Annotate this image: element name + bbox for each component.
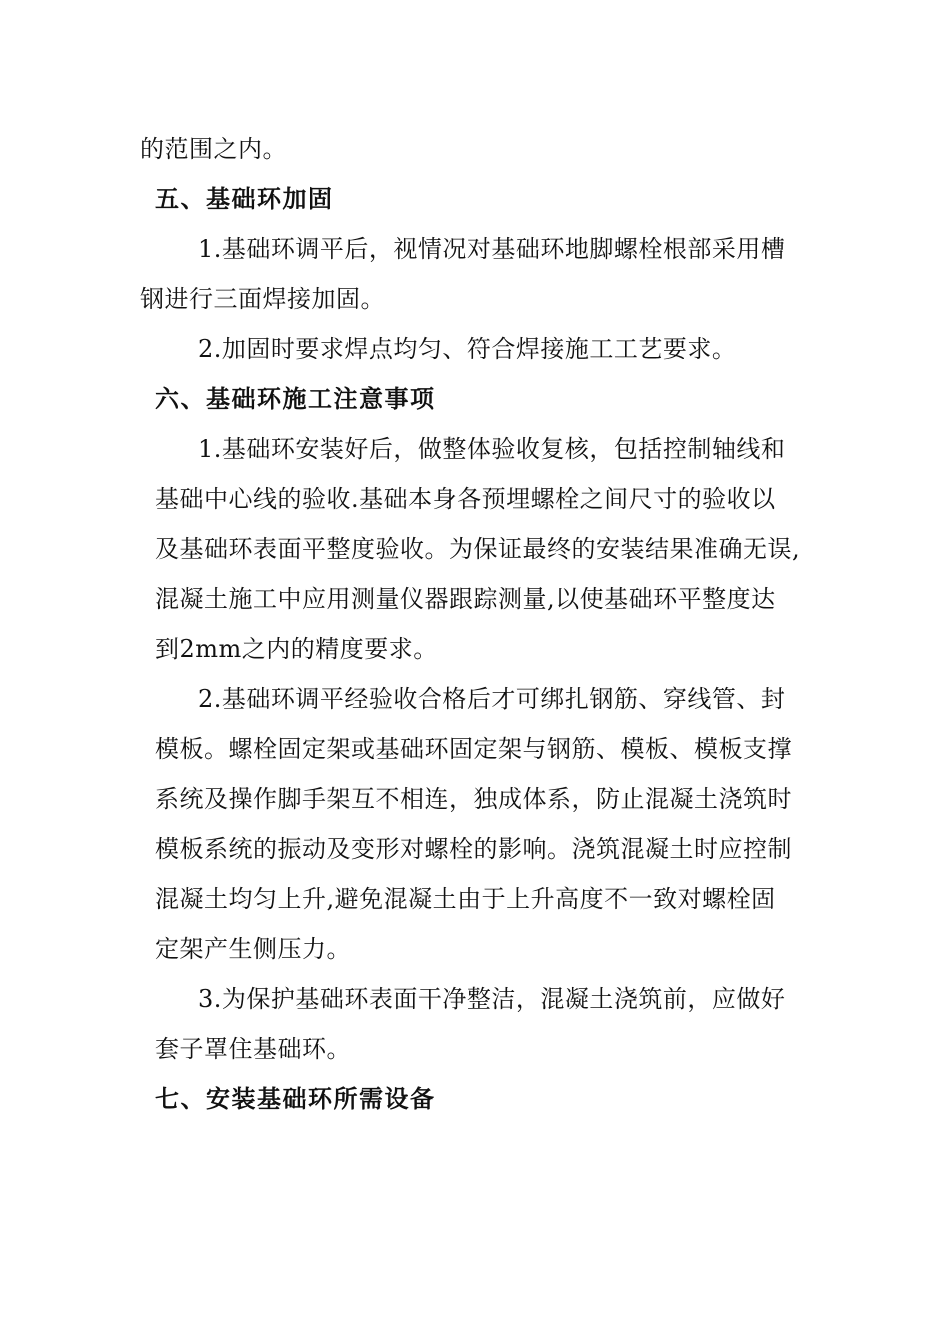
text-line: 系统及操作脚手架互不相连，独成体系，防止混凝土浇筑时 — [155, 785, 792, 813]
text-line: 模板。螺栓固定架或基础环固定架与钢筋、模板、模板支撑 — [155, 735, 792, 763]
section-heading-7: 七、安装基础环所需设备 — [155, 1084, 436, 1113]
text-line: 混凝土施工中应用测量仪器跟踪测量,以使基础环平整度达 — [155, 585, 776, 613]
text-line: 钢进行三面焊接加固。 — [140, 285, 385, 313]
text-line: 的范围之内。 — [140, 135, 287, 163]
text-line: 3.为保护基础环表面干净整洁，混凝土浇筑前，应做好 — [198, 985, 786, 1013]
text-line: 到2mm之内的精度要求。 — [155, 635, 438, 663]
text-line: 套子罩住基础环。 — [155, 1035, 351, 1063]
section-heading-5: 五、基础环加固 — [155, 184, 334, 213]
text-line: 1.基础环调平后，视情况对基础环地脚螺栓根部采用槽 — [198, 235, 786, 263]
text-line: 2.加固时要求焊点均匀、符合焊接施工工艺要求。 — [198, 335, 737, 363]
text-line: 混凝土均匀上升,避免混凝土由于上升高度不一致对螺栓固 — [155, 885, 776, 913]
text-line: 1.基础环安装好后，做整体验收复核，包括控制轴线和 — [198, 435, 786, 463]
text-line: 基础中心线的验收.基础本身各预埋螺栓之间尺寸的验收以 — [155, 485, 776, 513]
section-heading-6: 六、基础环施工注意事项 — [155, 384, 436, 413]
text-line: 定架产生侧压力。 — [155, 935, 351, 963]
text-line: 2.基础环调平经验收合格后才可绑扎钢筋、穿线管、封 — [198, 685, 786, 713]
text-line: 模板系统的振动及变形对螺栓的影响。浇筑混凝土时应控制 — [155, 835, 792, 863]
text-line: 及基础环表面平整度验收。为保证最终的安装结果准确无误, — [155, 535, 801, 563]
